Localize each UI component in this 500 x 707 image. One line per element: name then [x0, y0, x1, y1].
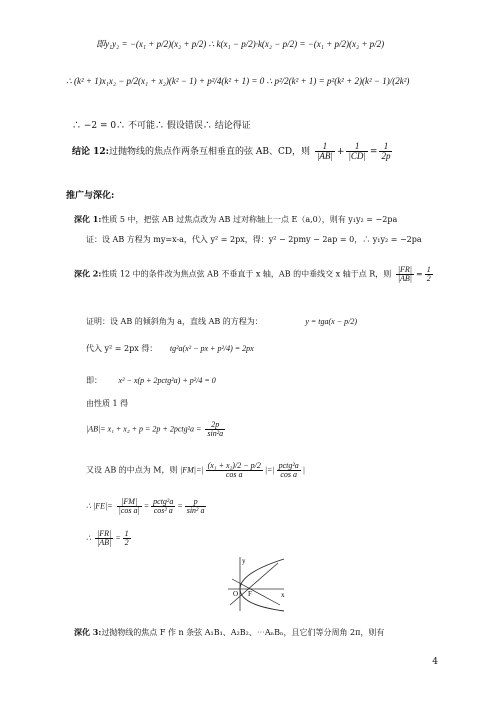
- frac-1-2p: $\frac{1}{2p}$: [381, 141, 391, 161]
- frac-1-ab: $\frac{1}{|AB|}$: [316, 141, 333, 161]
- equation-line-1: 即y₁y₂ = −(x₁ + p/2)(x₂ + p/2) ∴ k(x₁ − p/2)·k(x₂ − p/2) = −(x₁ + p/2)(x₂ + p/2): [96, 39, 385, 49]
- proof-line-5: |AB|= x₁ + x₂ + p = 2p + 2pctg²a = $\frac{2p}{\text{sin²a}}$: [86, 420, 224, 438]
- theorem-12-label: 结论 12:: [72, 147, 109, 157]
- deepening-2: 深化 2:性质 12 中的条件改为焦点弦 AB 不垂直于 x 轴，AB 的中垂线交 x 轴于点 R，则 $\frac{|FR|}{|AB|}$ = $\frac{1}{2}$: [74, 265, 431, 283]
- deepening-1-proof: 证：设 AB 方程为 my=x-a，代入 y² = 2px，得：y² − 2pmy − 2ap = 0，∴ y₁y₂ = −2pa: [86, 235, 422, 244]
- figure-label-o: O: [233, 590, 239, 598]
- theorem-12-text: 过抛物线的焦点作两条互相垂直的弦 AB、CD，则: [108, 147, 311, 157]
- proof-line-3: 即： x² − x(p + 2pctg²a) + p²/4 = 0: [86, 376, 216, 385]
- section-heading: 推广与深化:: [66, 191, 115, 201]
- equation-line-2: ∴ (k² + 1)x₁x₂ − p/2(x₁ + x₂)(k² − 1) + p²/4(k² + 1) = 0 ∴ p²/2(k² + 1) = p²(k² + 2)(k² − 1)/(2k²): [66, 76, 410, 86]
- parabola-figure: [218, 553, 288, 613]
- deepening-3: 深化 3:过抛物线的焦点 F 作 n 条弦 A₁B₁、A₂B₂、⋯AₙBₙ，且它们等分周角 2π，则有: [74, 627, 385, 637]
- proof-line-7: ∴ |FE|= $\frac{|FM|}{\text{|cos a|}}$ = $\frac{\text{pctg²a}}{\text{cos² a}}$ = $\frac{p}{\text{sin² a}}$: [86, 497, 205, 515]
- figure-label-y: y: [242, 557, 246, 565]
- proof-line-4: 由性质 1 得: [86, 399, 129, 408]
- figure-label-f: F: [248, 590, 252, 598]
- proof-line-6: 又设 AB 的中点为 M，则 |FM|=| $\frac{\text{(x₁ + x₂)/2 − p/2}}{\text{cos a}}$ |=| $\frac{\text{pctg²a}}{\text{cos a}}$ |: [86, 461, 305, 479]
- conclusion-line: ∴ −2 = 0∴ 不可能∴ 假设错误∴ 结论得证: [72, 121, 251, 131]
- page-number: 4: [432, 657, 438, 667]
- proof-line-8: ∴ $\frac{|FR|}{|AB|}$ = $\frac{1}{2}$: [86, 529, 129, 547]
- figure-label-x: x: [281, 591, 285, 599]
- frac-1-cd: $\frac{1}{|CD|}$: [348, 141, 366, 161]
- deepening-1: 深化 1:性质 5 中，把弦 AB 过焦点改为 AB 过对称轴上一点 E（a,0），则有 y₁y₂ = −2pa: [74, 214, 398, 224]
- proof-line-2: 代入 y² = 2px 得： tg²a(x² − px + p²/4) = 2px: [86, 344, 254, 353]
- theorem-12: 结论 12:过抛物线的焦点作两条互相垂直的弦 AB、CD，则 $\frac{1}{|AB|}$ + $\frac{1}{|CD|}$ = $\frac{1}{2p}$: [72, 141, 391, 161]
- proof-line-1: 证明：设 AB 的倾斜角为 a，直线 AB 的方程为： y = tga(x − p/2): [86, 317, 358, 326]
